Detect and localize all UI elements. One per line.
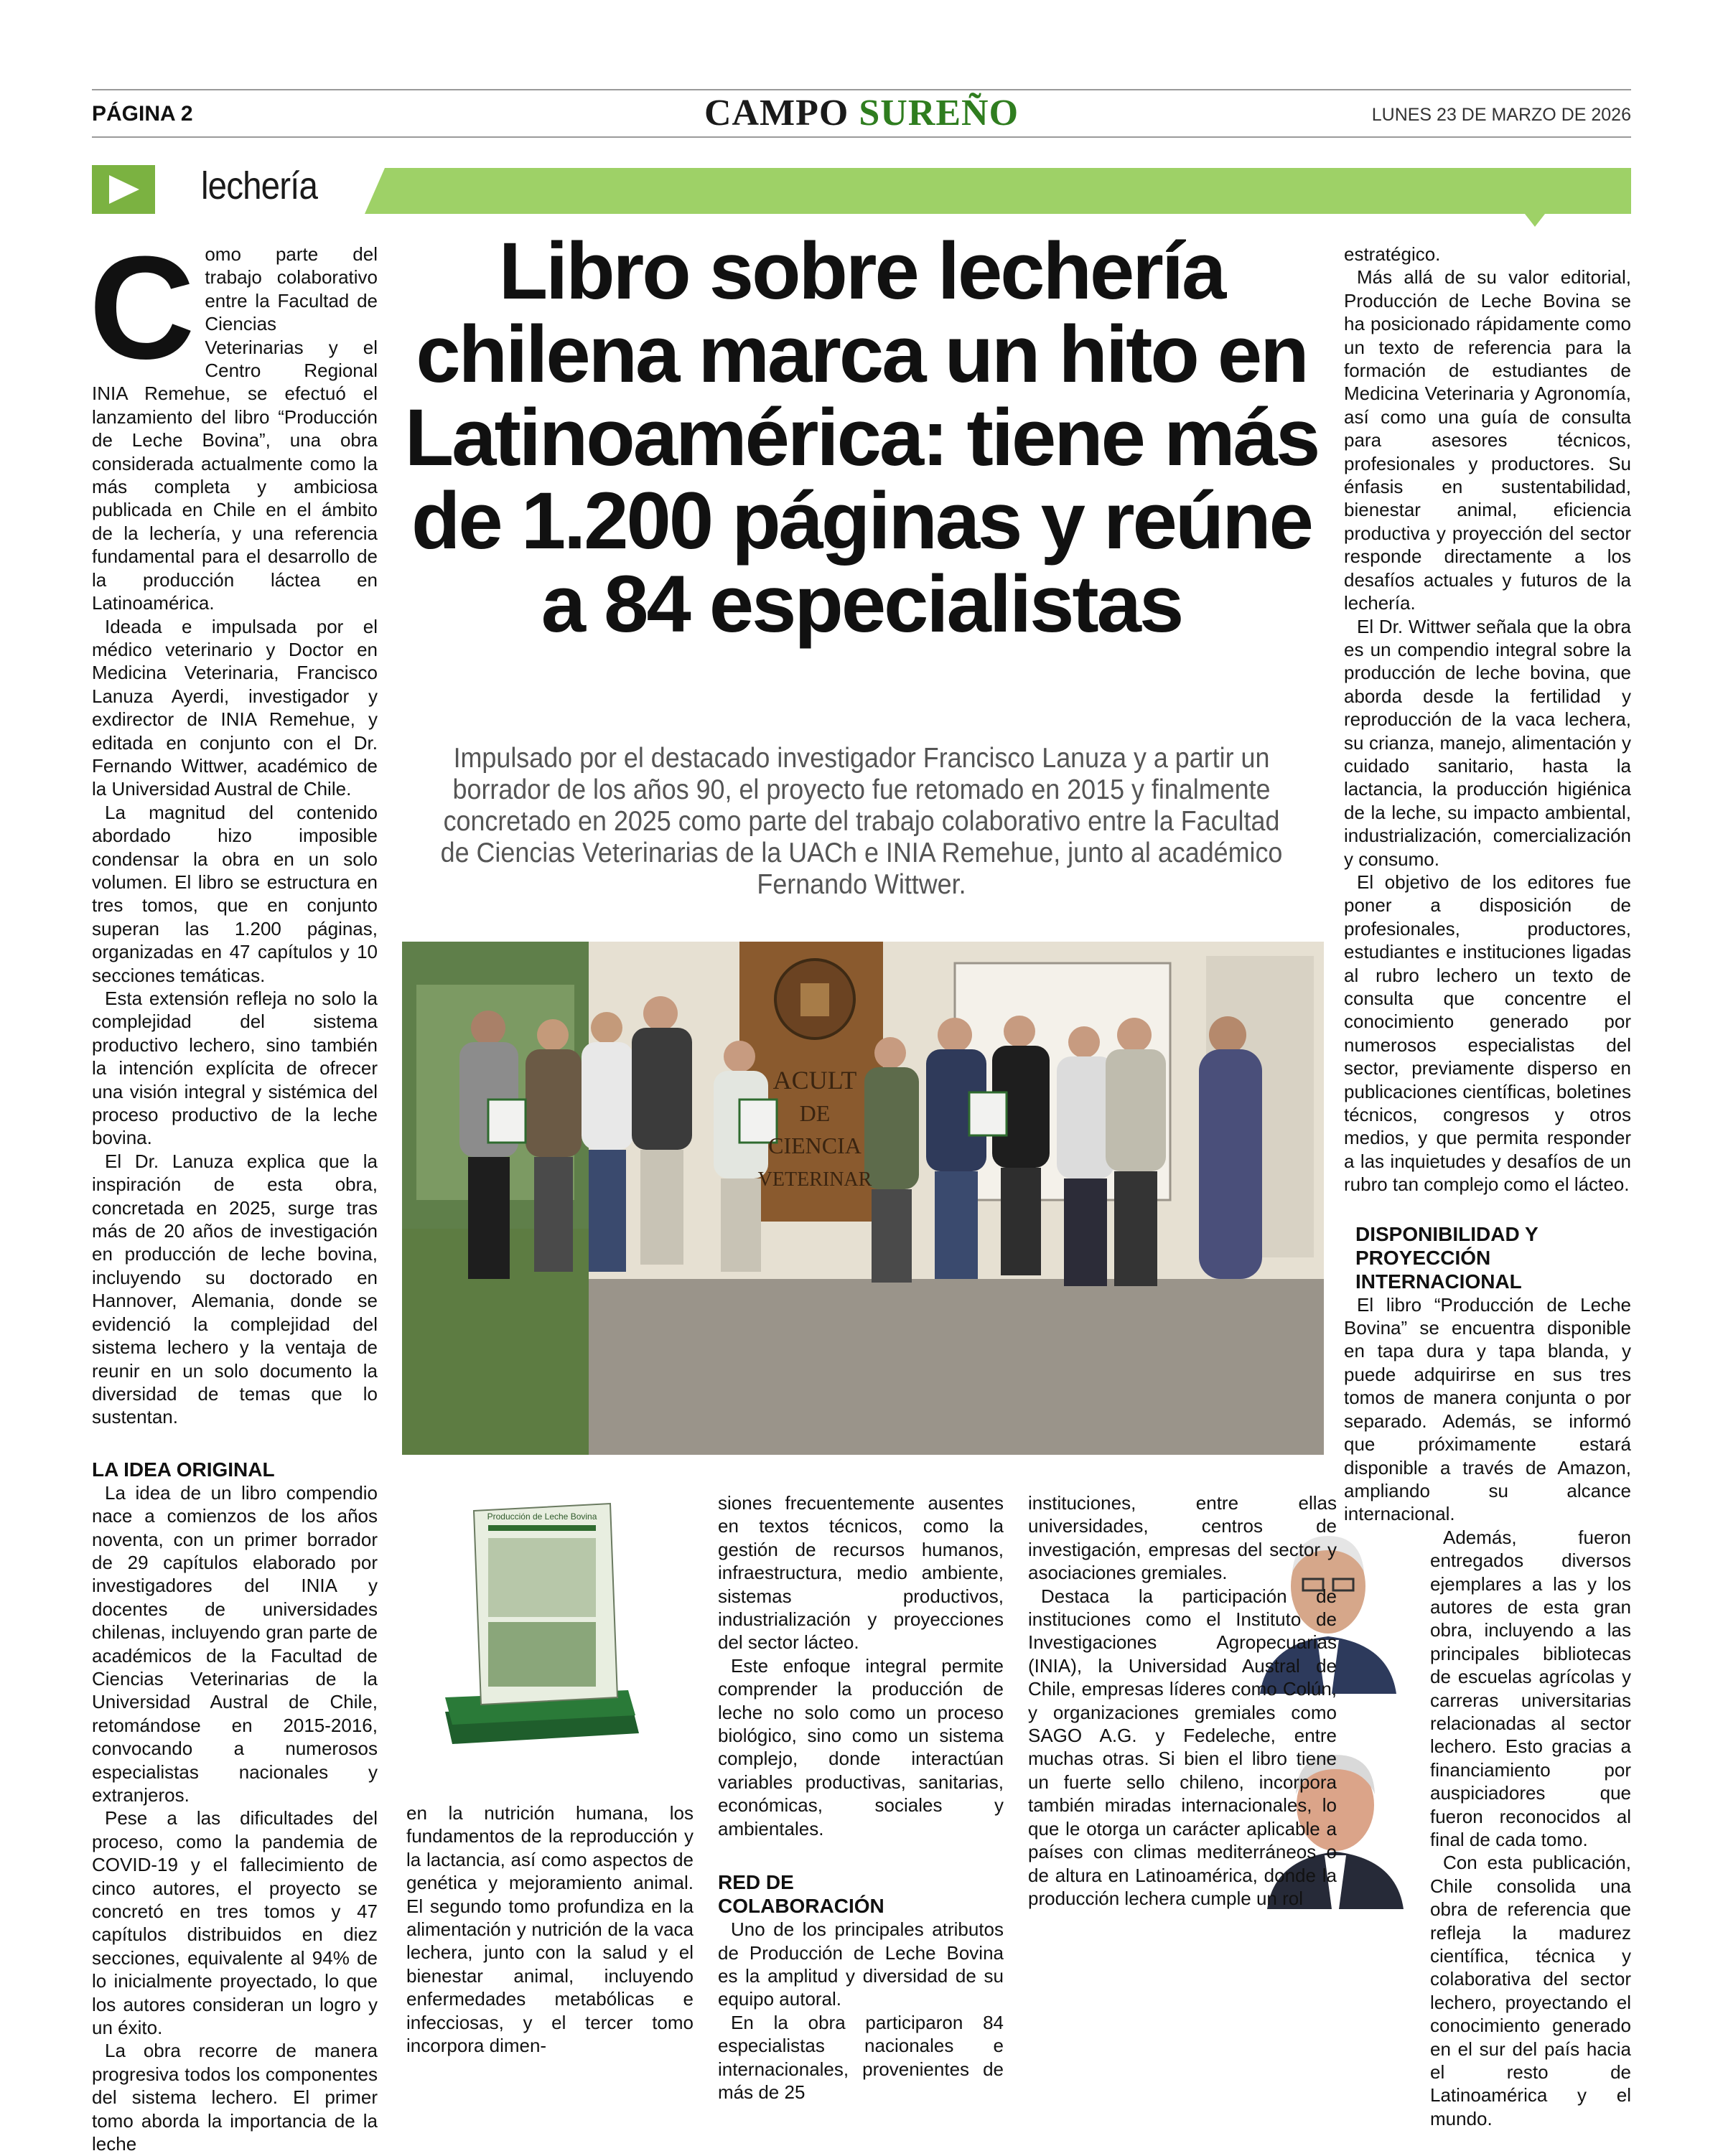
paragraph: El objetivo de los editores fue poner a disposición de profesionales, productores, estudiantes e instituciones ligadas al rubro lechero un texto de consulta que concentre el conocimiento generado por numerosos especialistas del sector, previamente disperso en publicaciones científicas, boletines técnicos, congresos y otros medios, y que permita responder a las inquietudes y desafíos de un rubro tan complejo como el lácteo. [1344, 871, 1631, 1196]
page-number: PÁGINA 2 [92, 102, 193, 126]
headline-line-5: a 84 especialistas [541, 559, 1182, 649]
sign-text-3: CIENCIA [768, 1133, 862, 1158]
sign-text-1: ACULT [772, 1066, 857, 1095]
article-column-5 [1344, 243, 1631, 2130]
headline [402, 226, 1321, 649]
paragraph: en la nutrición humana, los fundamentos de la reproducción y la lactancia, así como aspectos de genética y mejoramiento animal. El segundo tomo profundiza en la alimentación y nutrición de la vaca lechera, junto con la salud y el bienestar animal, incluyendo enfermedades metabólicas e infecciosas, y el tercer tomo incorpora dimen- [406, 1802, 694, 2057]
section-bar [92, 162, 1631, 214]
book-stack-photo [431, 1496, 646, 1762]
paragraph: El Dr. Wittwer señala que la obra es un compendio integral sobre la producción de leche bovina, que aborda desde la fertilidad y reproducción de la vaca lechera, su crianza, manejo, alimentación y cuidado sanitario, hasta la lactancia, la producción higiénica de la leche, su impacto ambiental, industrialización, comercialización y consumo. [1344, 615, 1631, 870]
header-rule [92, 136, 1631, 138]
top-rule [92, 89, 1631, 90]
paragraph: La obra recorre de manera progresiva todos los componentes del sistema lechero. El primer tomo aborda la importancia de la leche [92, 2040, 378, 2155]
paragraph: Con esta publicación, Chile consolida una obra de referencia que refleja la madurez científica, técnica y colaborativa del sector lechero, proyectando el conocimiento generado en el sur del país hacia el resto de Latinoamérica y el mundo. [1430, 1852, 1631, 2129]
headline-line-2: chilena marca un hito en [416, 309, 1307, 399]
paragraph: Más allá de su valor editorial, Producción de Leche Bovina se ha posicionado rápidamente como un texto de referencia para la formación de estudiantes de Medicina Veterinaria y Agronomía, así como una guía de consulta para asesores técnicos, profesionales y productores. Su énfasis en sustentabilidad, bienestar animal, eficiencia productiva y proyección del sector responde directamente a los desafíos actuales y futuros de la lechería. [1344, 266, 1631, 614]
lead-paragraph [89, 226, 378, 615]
paragraph: Además, fueron entregados diversos ejemplares a las y los autores de esta gran obra, incluyendo a las principales bibliotecas de escuelas agrícolas y carreras universitarias relacionadas al sector lechero. Esto gracias a financiamiento por auspiciadores que fueron reconocidos al final de cada tomo. [1430, 1526, 1631, 1850]
article-column-2 [406, 1801, 694, 2057]
group-photo [402, 942, 1324, 1455]
drop-cap: C [89, 226, 195, 390]
subhead-idea-original: LA IDEA ORIGINAL [92, 1458, 275, 1481]
deck-summary: Impulsado por el destacado investigador Francisco Lanuza y a partir un borrador de los años 90, el proyecto fue retomado en 2015 y finalmente concretado en 2025 como parte del trabajo colaborativo entre la Facultad de Ciencias Veterinarias de la UACh e INIA Remehue, junto al académico Fernando Wittwer. [440, 743, 1283, 900]
paragraph: Uno de los principales atributos de Producción de Leche Bovina es la amplitud y diversidad de su equipo autoral. [718, 1918, 1004, 2010]
section-arrow-box [92, 165, 155, 214]
article-column-4 [1028, 1491, 1337, 1910]
subhead-red-colaboracion: RED DE COLABORACIÓN [718, 1871, 884, 1918]
paragraph: En la obra participaron 84 especialistas nacionales e internacionales, provenientes de más de 25 [718, 2011, 1004, 2103]
subhead-disponibilidad: DISPONIBILIDAD Y PROYECCIÓN INTERNACIONAL [1355, 1222, 1538, 1293]
paragraph: La idea de un libro compendio nace a comienzos de los años noventa, con un primer borrador de 29 capítulos elaborado por investigadores del INIA y docentes de universidades chilenas, incluyendo gran parte de académicos de la Facultad de Ciencias Veterinarias de la Universidad Austral de Chile, retomándose en 2015-2016, convocando a numerosos especialistas nacionales y extranjeros. [92, 1481, 378, 1806]
paragraph: Este enfoque integral permite comprender la producción de leche no solo como un proceso biológico, sino como un sistema complejo, donde interactúan variables productivas, sanitarias, económicas, sociales y ambientales. [718, 1654, 1004, 1839]
play-arrow-icon [106, 174, 141, 205]
section-label: lechería [201, 164, 318, 207]
sign-text-4: VETERINAR [757, 1168, 872, 1191]
paragraph: siones frecuentemente ausentes en textos técnicos, como la gestión de recursos humanos, infraestructura, medio ambiente, sistemas productivos, industrialización y proyecciones del sector lácteo. [718, 1492, 1004, 1654]
article-column-1 [89, 226, 378, 2156]
paragraph: estratégico. [1344, 243, 1441, 265]
headline-line-3: Latinoamérica: tiene más [404, 393, 1319, 482]
section-stripe [365, 168, 1631, 214]
issue-date: LUNES 23 DE MARZO DE 2026 [1371, 105, 1631, 125]
paragraph: El libro “Producción de Leche Bovina” se encuentra disponible en tapa dura y tapa blanda, y puede adquirirse en sus tres tomos de manera conjunta o por separado. Además, se informó que próximamente estará disponible a través de Amazon, ampliando su alcance internacional. [1344, 1293, 1631, 1525]
logo-word-campo: CAMPO [704, 93, 849, 133]
paragraph: Pese a las dificultades del proceso, como la pandemia de COVID-19 y el fallecimiento de cinco autores, el proyecto se concretó en tres tomos y 47 capítulos distribuidos en diez secciones, equivalente al 94% de lo inicialmente proyectado, lo que los autores consideran un logro y un éxito. [92, 1807, 378, 2039]
headline-line-4: de 1.200 páginas y reúne [411, 476, 1312, 566]
paragraph: El Dr. Lanuza explica que la inspiración de esta obra, concretada en 2025, surge tras más de 20 años de investigación en producción de leche bovina, incluyendo su doctorado en Hannover, Alemania, donde se evidenció la complejidad del sistema lechero y la ventaja de reunir en un solo documento la diversidad de temas que lo sustentan. [92, 1150, 378, 1428]
paragraph: La magnitud del contenido abordado hizo imposible condensar la obra en un solo volumen. El libro se estructura en tres tomos, que en conjunto superan las 1.200 páginas, organizadas en 47 capítulos y 10 secciones temáticas. [92, 801, 378, 986]
logo-word-sureno: SUREÑO [859, 93, 1019, 133]
section-notch [1525, 214, 1545, 227]
paragraph: Ideada e impulsada por el médico veterinario y Doctor en Medicina Veterinaria, Francisco Lanuza Ayerdi, investigador y exdirector de INIA Remehue, y editada en conjunto con el Dr. Fernando Wittwer, académico de la Universidad Austral de Chile. [92, 615, 378, 800]
lead-text: omo parte del trabajo colaborativo entre la Facultad de Ciencias Veterinarias y el Centro Regional INIA Remehue, se efectuó el lanzamiento del libro “Producción de Leche Bovina”, una obra considerada actualmente como la más completa y ambiciosa publicada en Chile en el ámbito de la lechería, y una referencia fundamental para el desarrollo de la producción láctea en Latinoamérica. [92, 243, 378, 614]
paragraph: Esta extensión refleja no solo la complejidad del sistema productivo lechero, sino también la intención explícita de ofrecer una visión integral y sistémica del proceso productivo de la leche bovina. [92, 988, 378, 1149]
book-cover-title: Producción de Leche Bovina [487, 1511, 597, 1522]
article-column-3 [718, 1491, 1004, 2104]
paragraph: instituciones, entre ellas universidades, centros de investigación, empresas del sector y asociaciones gremiales. [1028, 1492, 1337, 1584]
paragraph: Destaca la participación de instituciones como el Instituto de Investigaciones Agropecuarias (INIA), la Universidad Austral de Chile, empresas líderes como Colún, y organizaciones gremiales como SAGO A.G. y Fedeleche, entre muchas otras. Si bien el libro tiene un fuerte sello chileno, incorpora también miradas internacionales, lo que le otorga un carácter aplicable a países con climas mediterráneos o de altura en Latinoamérica, donde la producción lechera cumple un rol [1028, 1585, 1337, 1909]
sign-text-2: DE [799, 1100, 831, 1126]
headline-line-1: Libro sobre lechería [498, 226, 1225, 316]
